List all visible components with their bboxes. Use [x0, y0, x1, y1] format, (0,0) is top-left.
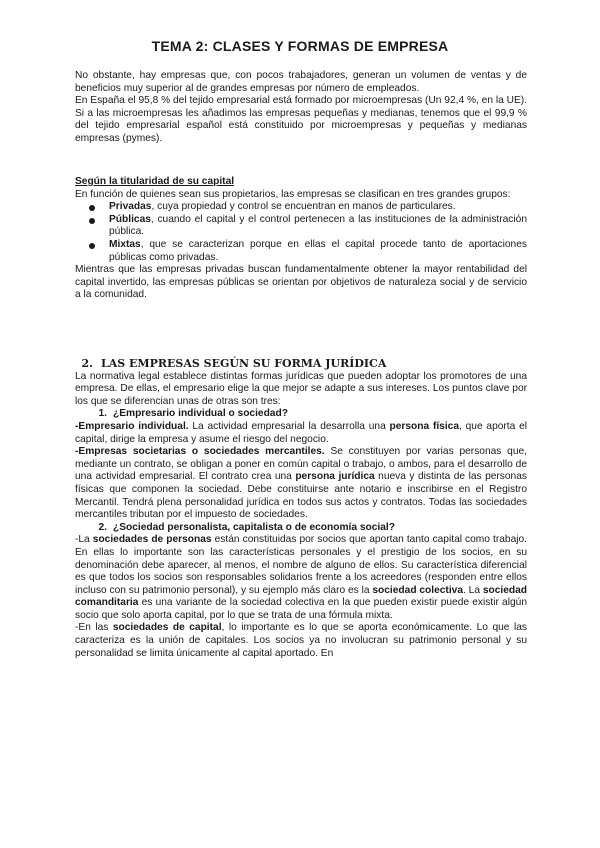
text-run: están constituidas por socios que aportan tanto capital como trabajo. En ellas lo importante son las características personales y el prestigio de los socios, en su denominación debe aparecer, al menos, el nombre de alguno de ellos. Su característica diferencial es que todos los socios son responsables solidarios frente a los acreedores (responden entre ellos incluso con su patrimonio personal), y su ejemplo más claro es la — [75, 534, 527, 596]
section-title: LAS EMPRESAS SEGÚN SU FORMA JURÍDICA — [101, 357, 387, 370]
list-item — [75, 201, 527, 214]
bullet-icon — [89, 218, 95, 224]
term-description: , cuya propiedad y control se encuentran en manos de particulares. — [151, 201, 456, 213]
question-number: 1. — [98, 408, 107, 420]
text-run: , que aporta el capital, dirige la empresa y asume el riesgo del negocio. — [75, 420, 527, 445]
paragraph-7 — [75, 446, 527, 522]
term-publicas: Públicas — [109, 213, 151, 225]
paragraph-5: La normativa legal establece distintas formas jurídicas que pueden adoptar los promotores de una empresa. De ellas, el empresario elige la que mejor se adapte a sus intereses. Los puntos clave por los que se diferencian unas de otras son tres: — [75, 370, 527, 407]
section-forma-juridica — [75, 358, 527, 660]
list-item — [75, 214, 527, 239]
paragraph-intro — [75, 70, 527, 146]
paragraph-8 — [75, 534, 527, 622]
question-number: 2. — [98, 521, 107, 533]
paragraph-6 — [75, 421, 527, 446]
paragraph-4: Mientras que las empresas privadas buscan fundamentalmente obtener la mayor rentabilidad del capital invertido, las empresas públicas se orientan por objetivos de naturaleza social y de servicio a la comunidad. — [75, 264, 527, 301]
text-run: Se constituyen por varias personas que, mediante un contrato, se obligan a poner en común capital o trabajo, o ambos, para el desarrollo de una actividad empresarial. El contrato crea una — [75, 446, 527, 483]
text-run: es una variante de la sociedad colectiva en la que pueden existir puede existir algún socio que solo aporta capital, por lo que se trata de una fórmula mixta. — [75, 597, 527, 621]
bold-term: sociedades de personas — [92, 534, 212, 546]
subheading-titularidad: Según la titularidad de su capital — [75, 176, 235, 187]
paragraph-3: En función de quienes sean sus propietarios, las empresas se clasifican en tres grandes grupos: — [75, 188, 511, 200]
text-run: -En las — [75, 622, 113, 634]
text-run: -La — [75, 534, 93, 546]
text-run: nueva y distinta de las personas físicas que componen la sociedad. Debe constituirse ante notario e inscribirse en el Registro Mercantil. Tendrá plena personalidad jurídica en todos sus actos y contratos. Todas las sociedades mercantiles tributan por el impuesto de sociedades. — [75, 471, 527, 521]
bold-lead: -Empresas societarias o sociedades mercantiles. — [75, 446, 325, 458]
term-description: , que se caracterizan porque en ellas el capital procede tanto de aportaciones públicas como privadas. — [109, 238, 527, 263]
term-mixtas: Mixtas — [109, 238, 141, 250]
page-title: TEMA 2: CLASES Y FORMAS DE EMPRESA — [151, 38, 449, 54]
term-description: , cuando el capital y el control pertenecen a las instituciones de la administración pública. — [109, 213, 527, 238]
bold-term: sociedades de capital — [112, 622, 222, 634]
ownership-list — [75, 201, 527, 264]
bullet-icon — [89, 205, 95, 211]
bold-lead: -Empresario individual. — [75, 420, 189, 432]
paragraph-9 — [75, 622, 527, 660]
list-item — [75, 239, 527, 264]
section-titularidad — [75, 176, 527, 302]
question-title: ¿Sociedad personalista, capitalista o de economía social? — [113, 521, 395, 533]
text-run: . La — [462, 584, 483, 596]
paragraph-2: En España el 95,8 % del tejido empresarial está formado por microempresas (Un 92,4 %, en la UE). Si a las microempresas les añadimos las empresas pequeñas y medianas, tenemos que el 99,9 % del tejido empresarial español está constituido por microempresas y pequeñas y medianas empresas (pymes). — [75, 95, 527, 144]
bullet-icon — [89, 243, 95, 249]
text-run: La actividad empresarial la desarrolla una — [188, 420, 390, 432]
bold-term: persona física — [389, 420, 459, 432]
bold-term: sociedad colectiva — [372, 584, 463, 596]
term-privadas: Privadas — [109, 201, 152, 213]
bold-term: persona jurídica — [295, 471, 375, 483]
section-number: 2. — [81, 357, 93, 370]
question-2-heading — [75, 522, 527, 535]
text-run: , lo importante es lo que se aporta económicamente. Lo que las caracteriza es la unión de capitales. Los socios ya no involucran su patrimonio personal y su personalidad se limita únicamente al capital aportado. En — [75, 622, 527, 659]
bold-term: sociedad comanditaria — [75, 584, 527, 609]
section-2-heading — [75, 358, 527, 371]
question-1-heading — [75, 408, 527, 421]
question-title: ¿Empresario individual o sociedad? — [113, 408, 288, 420]
paragraph-1: No obstante, hay empresas que, con pocos trabajadores, generan un volumen de ventas y de beneficios muy superior al de grandes empresas por número de empleados. — [75, 70, 527, 94]
